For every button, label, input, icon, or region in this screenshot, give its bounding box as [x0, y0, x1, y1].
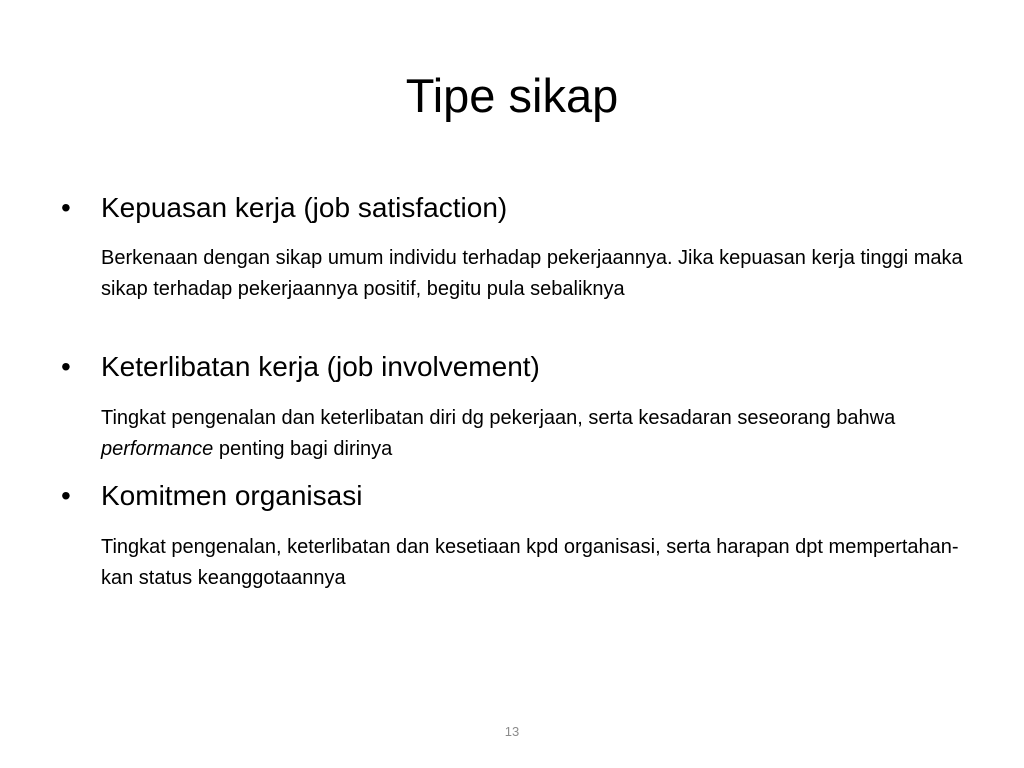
bullet-heading-label: Kepuasan kerja (job satisfaction): [101, 192, 508, 223]
bullet-icon: •: [61, 351, 71, 382]
bullet-description-job-satisfaction: Berkenaan dengan sikap umum individu terhadap pekerjaannya. Jika kepuasan kerja tinggi maka sikap terhadap pekerjaannya positif, begitu pula sebaliknya: [101, 247, 963, 300]
bullet-icon: •: [61, 480, 71, 511]
slide-title: Tipe sikap: [405, 69, 619, 122]
bullet-description-organizational-commitment: Tingkat pengenalan, keterlibatan dan kesetiaan kpd organisasi, serta harapan dpt mempertahan-kan status keanggotaannya: [101, 536, 959, 589]
page-number: 13: [504, 724, 520, 739]
bullet-item-organizational-commitment: [61, 479, 362, 513]
description-text: penting bagi dirinya: [213, 438, 393, 460]
bullet-item-job-satisfaction: [61, 191, 507, 225]
bullet-item-job-involvement: [61, 350, 540, 384]
bullet-description-job-involvement: [101, 403, 981, 465]
bullet-heading-label: Komitmen organisasi: [101, 480, 363, 511]
description-emphasis: performance: [101, 438, 214, 460]
bullet-heading-label: Keterlibatan kerja (job involvement): [101, 351, 540, 382]
description-text: Tingkat pengenalan dan keterlibatan diri dg pekerjaan, serta kesadaran seseorang bahwa: [101, 407, 896, 429]
bullet-icon: •: [61, 192, 71, 223]
